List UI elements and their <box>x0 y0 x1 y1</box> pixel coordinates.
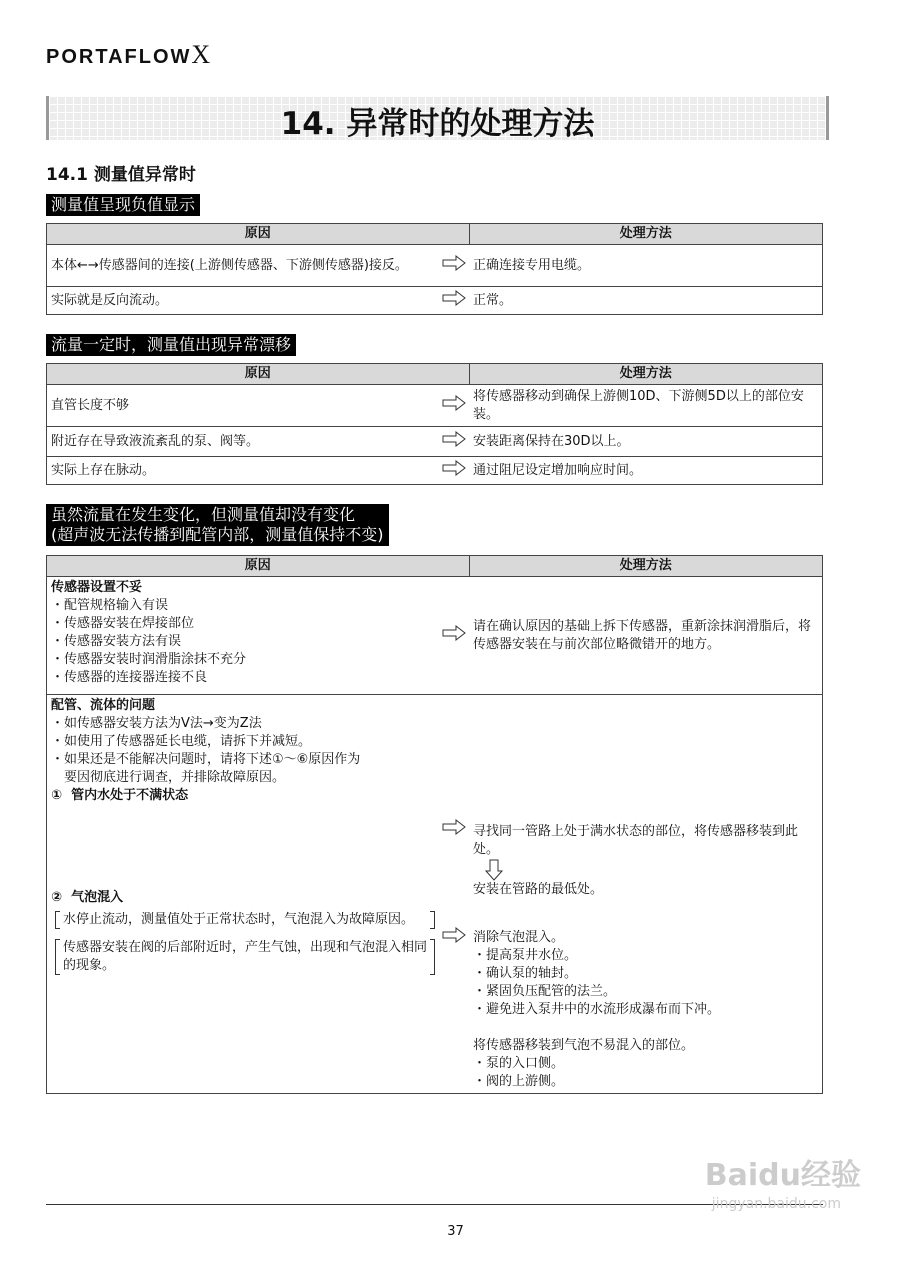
list-item: ・如果还是不能解决问题时，请将下述①～⑥原因作为 <box>51 752 361 767</box>
cause-title: 传感器设置不妥 <box>51 580 143 595</box>
note-bracket: 传感器安装在阀的后部附近时，产生气蚀，出现和气泡混入相同的现象。 <box>55 939 435 975</box>
watermark-logo: Baidu经验 <box>704 1158 861 1193</box>
sub-cause-2: ② 气泡混入 <box>51 890 124 905</box>
section3-table <box>46 555 823 1094</box>
list-item: ・配管规格输入有误 <box>51 598 169 613</box>
list-item: 要因彻底进行调查，并排除故障原因。 <box>51 770 286 785</box>
remedy-cell: 正确连接专用电缆。 <box>469 245 823 287</box>
cause-cell <box>47 577 440 695</box>
list-item: ・传感器安装在焊接部位 <box>51 616 195 631</box>
remedy-text: 将传感器移装到气泡不易混入的部位。 <box>473 1038 695 1053</box>
section2-heading: 流量一定时，测量值出现异常漂移 <box>46 334 296 356</box>
cause-header: 原因 <box>47 224 470 245</box>
list-item: ・如传感器安装方法为V法→变为Z法 <box>51 716 262 731</box>
arrow-icon <box>439 577 469 695</box>
watermark-url: jingyan.baidu.com <box>711 1196 841 1212</box>
table-row <box>47 427 823 457</box>
section2-table <box>46 363 823 485</box>
remedy-header: 处理方法 <box>469 556 823 577</box>
list-item: ・传感器安装时润滑脂涂抹不充分 <box>51 652 247 667</box>
section3-heading <box>46 504 389 546</box>
section1-table <box>46 223 823 315</box>
down-arrow-icon <box>473 859 818 881</box>
cause-cell: 实际上存在脉动。 <box>47 457 440 485</box>
table-row <box>47 695 823 1094</box>
cause-cell: 实际就是反向流动。 <box>47 287 440 315</box>
remedy-text: 消除气泡混入。 <box>473 930 565 945</box>
section3-heading-line2: (超声波无法传播到配管内部，测量值保持不变) <box>51 525 384 544</box>
list-item: ・紧固负压配管的法兰。 <box>473 984 617 999</box>
section-subtitle: 14.1 测量值异常时 <box>46 165 196 185</box>
remedy-header: 处理方法 <box>469 364 823 385</box>
remedy-cell: 将传感器移动到确保上游侧10D、下游侧5D以上的部位安装。 <box>469 385 823 427</box>
list-item: ・避免进入泵井中的水流形成瀑布而下冲。 <box>473 1002 721 1017</box>
table-row <box>47 245 823 287</box>
arrow-icon <box>439 385 469 427</box>
cause-title: 配管、流体的问题 <box>51 698 156 713</box>
cause-cell <box>47 695 440 1094</box>
footer-line <box>46 1204 823 1205</box>
remedy-text: 寻找同一管路上处于满水状态的部位，将传感器移装到此处。 <box>473 824 799 857</box>
list-item: ・阀的上游侧。 <box>473 1074 565 1089</box>
arrow-icon <box>439 287 469 315</box>
remedy-cell: 正常。 <box>469 287 823 315</box>
remedy-cell <box>469 695 823 1094</box>
arrow-icon <box>442 819 466 835</box>
arrow-column <box>439 695 469 1094</box>
list-item: ・提高泵井水位。 <box>473 948 578 963</box>
list-item: ・如使用了传感器延长电缆，请拆下并减短。 <box>51 734 312 749</box>
brand-logo: PORTAFLOWX <box>46 40 211 69</box>
cause-header: 原因 <box>47 364 470 385</box>
table-row <box>47 577 823 695</box>
remedy-text: 安装在管路的最低处。 <box>473 882 604 897</box>
sub-cause-1: ① 管内水处于不满状态 <box>51 788 189 803</box>
table-row <box>47 287 823 315</box>
arrow-icon <box>439 245 469 287</box>
cause-cell: 附近存在导致液流紊乱的泵、阀等。 <box>47 427 440 457</box>
cause-header: 原因 <box>47 556 470 577</box>
cause-cell: 本体←→传感器间的连接(上游侧传感器、下游侧传感器)接反。 <box>47 245 440 287</box>
list-item: ・传感器安装方法有误 <box>51 634 182 649</box>
page-number: 37 <box>447 1224 464 1239</box>
page-title: 14. 异常时的处理方法 <box>280 106 595 142</box>
table-row <box>47 457 823 485</box>
section1-heading: 测量值呈现负值显示 <box>46 194 200 216</box>
cause-cell: 直管长度不够 <box>47 385 440 427</box>
list-item: ・确认泵的轴封。 <box>473 966 578 981</box>
remedy-header: 处理方法 <box>469 224 823 245</box>
section3-heading-line1: 虽然流量在发生变化，但测量值却没有变化 <box>51 505 356 524</box>
table-row <box>47 385 823 427</box>
title-band <box>46 96 829 140</box>
arrow-icon <box>439 427 469 457</box>
note-bracket: 水停止流动，测量值处于正常状态时，气泡混入为故障原因。 <box>55 911 435 929</box>
remedy-cell: 请在确认原因的基础上拆下传感器，重新涂抹润滑脂后，将传感器安装在与前次部位略微错开的地方。 <box>469 577 823 695</box>
list-item: ・泵的入口侧。 <box>473 1056 565 1071</box>
arrow-icon <box>439 457 469 485</box>
list-item: ・传感器的连接器连接不良 <box>51 670 208 685</box>
remedy-cell: 安装距离保持在30D以上。 <box>469 427 823 457</box>
remedy-cell: 通过阻尼设定增加响应时间。 <box>469 457 823 485</box>
arrow-icon <box>442 927 466 943</box>
